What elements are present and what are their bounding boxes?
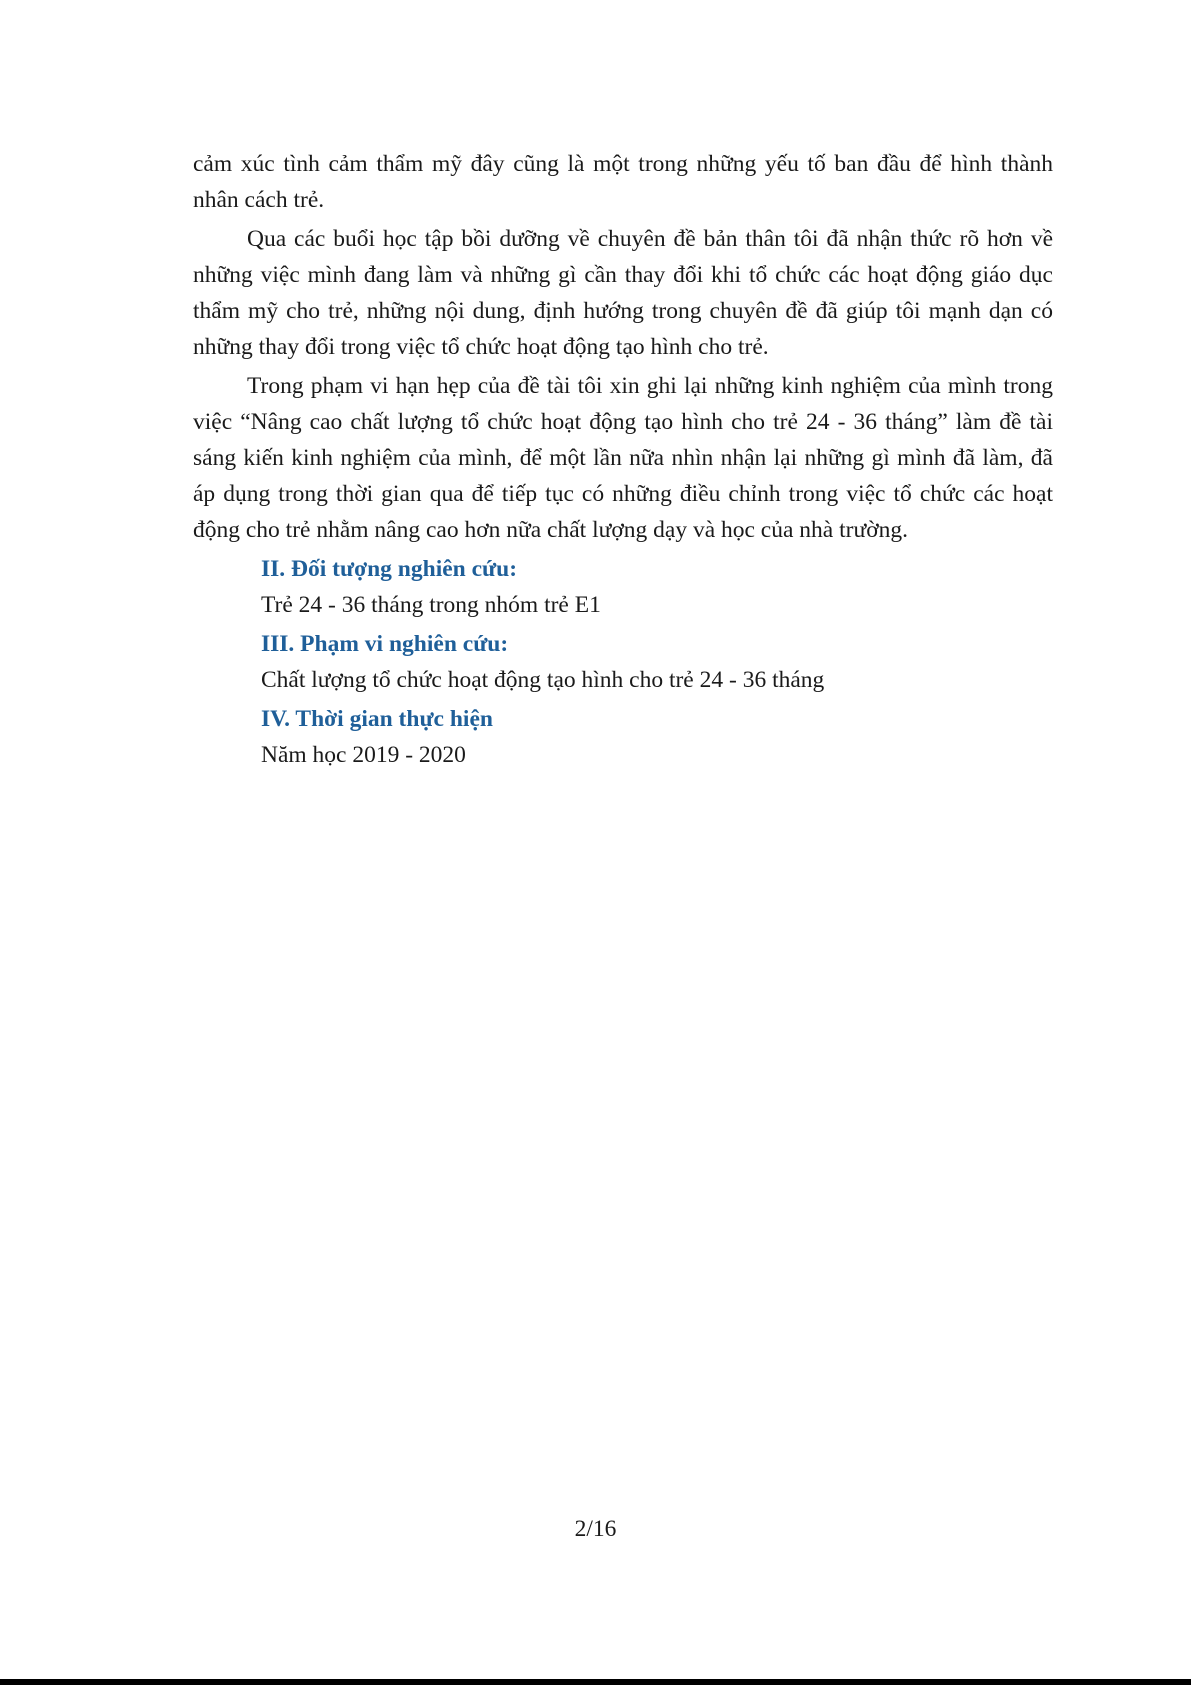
section-body-research-subject: Trẻ 24 - 36 tháng trong nhóm trẻ E1 bbox=[261, 592, 601, 618]
section-body-timeframe: Năm học 2019 - 2020 bbox=[261, 742, 466, 768]
paragraph-continuation: cảm xúc tình cảm thẩm mỹ đây cũng là một trong những yếu tố ban đầu để hình thành nhân cách trẻ. bbox=[193, 151, 1053, 213]
section-heading-research-scope: III. Phạm vi nghiên cứu: bbox=[261, 631, 509, 657]
section-body-research-scope: Chất lượng tổ chức hoạt động tạo hình cho trẻ 24 - 36 tháng bbox=[261, 667, 825, 693]
section-heading-timeframe: IV. Thời gian thực hiện bbox=[261, 706, 493, 732]
page-number: 2/16 bbox=[574, 1516, 617, 1542]
document-body bbox=[193, 146, 1053, 776]
page-bottom-border bbox=[0, 1679, 1191, 1685]
paragraph-training-reflection: Qua các buổi học tập bồi dưỡng về chuyên đề bản thân tôi đã nhận thức rõ hơn về những việc mình đang làm và những gì cần thay đổi khi tổ chức các hoạt động giáo dục thẩm mỹ cho trẻ, những nội dung, định hướng trong chuyên đề đã giúp tôi mạnh dạn có những thay đổi trong việc tổ chức hoạt động tạo hình cho trẻ. bbox=[193, 226, 1053, 360]
paragraph-topic-scope: Trong phạm vi hạn hẹp của đề tài tôi xin ghi lại những kinh nghiệm của mình trong việc “Nâng cao chất lượng tổ chức hoạt động tạo hình cho trẻ 24 - 36 tháng” làm đề tài sáng kiến kinh nghiệm của mình, để một lần nữa nhìn nhận lại những gì mình đã làm, đã áp dụng trong thời gian qua để tiếp tục có những điều chỉnh trong việc tổ chức các hoạt động cho trẻ nhằm nâng cao hơn nữa chất lượng dạy và học của nhà trường. bbox=[193, 373, 1053, 543]
section-heading-research-subject: II. Đối tượng nghiên cứu: bbox=[261, 556, 518, 582]
